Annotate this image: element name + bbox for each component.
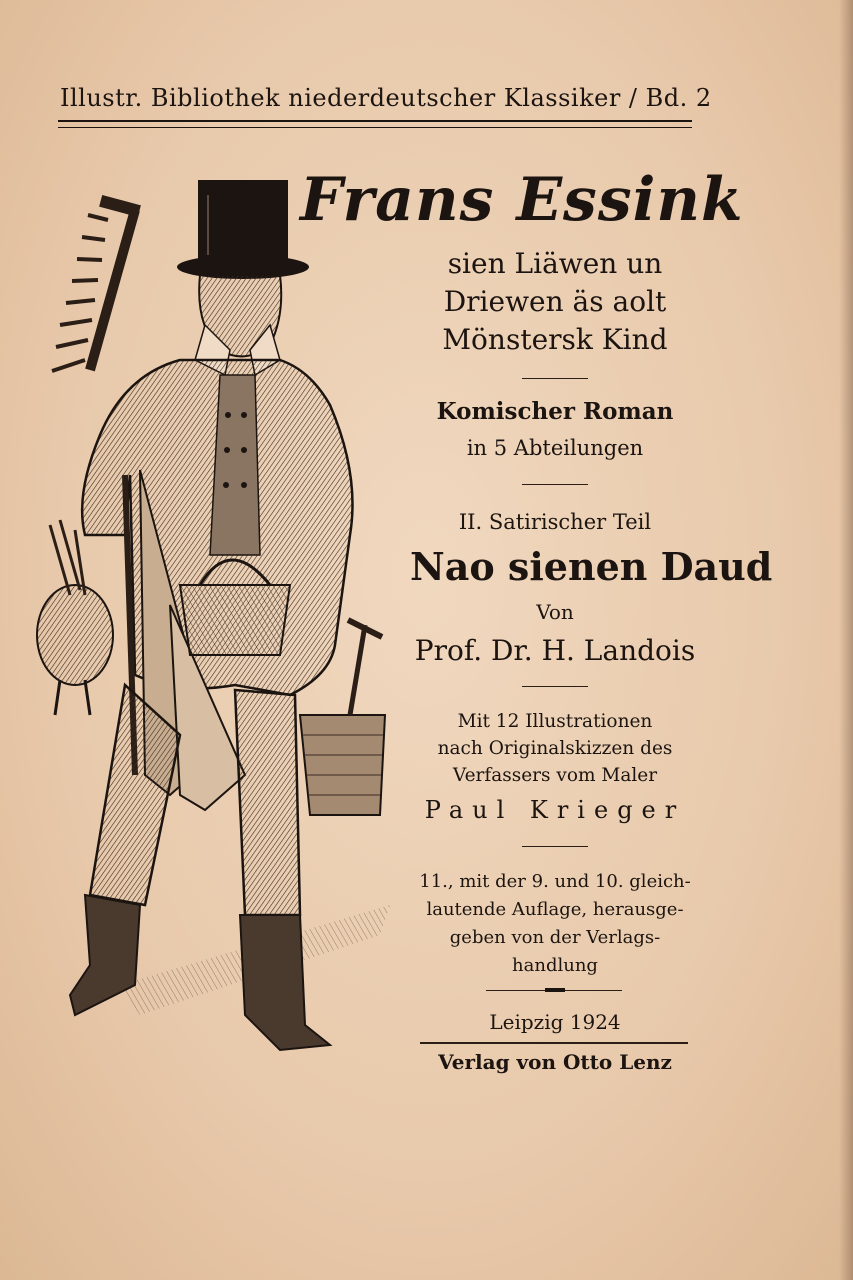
edition-note [418, 868, 692, 980]
edition-line: handlung [512, 955, 598, 976]
subtitle-line: Driewen äs aolt [443, 285, 667, 318]
chicken-icon [37, 520, 113, 715]
separator-rule [522, 484, 588, 485]
painter-name: Paul Krieger [424, 796, 686, 824]
subtitle-line: sien Liäwen un [447, 247, 663, 280]
illustrations-note [410, 708, 700, 789]
frontispiece-illustration [30, 175, 410, 1065]
spine-shadow [839, 0, 853, 1280]
separator-rule [522, 378, 588, 379]
edition-line: 11., mit der 9. und 10. gleich- [419, 871, 691, 892]
author-name: Prof. Dr. H. Landois [414, 634, 696, 667]
subtitle-block [420, 245, 690, 359]
place-year: Leipzig 1924 [489, 1010, 621, 1034]
edition-line: geben von der Verlags- [449, 927, 661, 948]
parts-line: in 5 Abteilungen [466, 436, 644, 460]
by-label: Von [536, 600, 574, 624]
right-leg [235, 690, 300, 915]
genre-line: Komischer Roman [436, 398, 674, 425]
edition-line: lautende Auflage, herausge- [426, 899, 684, 920]
top-hat-icon [177, 180, 309, 279]
illustrations-line: Verfassers vom Maler [452, 765, 658, 786]
publisher: Verlag von Otto Lenz [438, 1050, 672, 1074]
rake-icon [52, 195, 141, 371]
separator-rule [522, 846, 588, 847]
part-title: Nao sienen Daud [410, 544, 773, 589]
separator-rule [522, 686, 588, 687]
series-header: Illustr. Bibliothek niederdeutscher Klassiker / Bd. 2 [60, 84, 712, 112]
section-line: II. Satirischer Teil [458, 510, 652, 534]
header-double-rule [58, 120, 692, 128]
imprint-rule [420, 1042, 688, 1044]
main-title: Frans Essink [300, 165, 744, 235]
illustrations-line: nach Originalskizzen des [437, 738, 673, 759]
ornament-bar [545, 988, 565, 992]
subtitle-line: Mönstersk Kind [442, 323, 668, 356]
illustrations-line: Mit 12 Illustrationen [457, 711, 653, 732]
